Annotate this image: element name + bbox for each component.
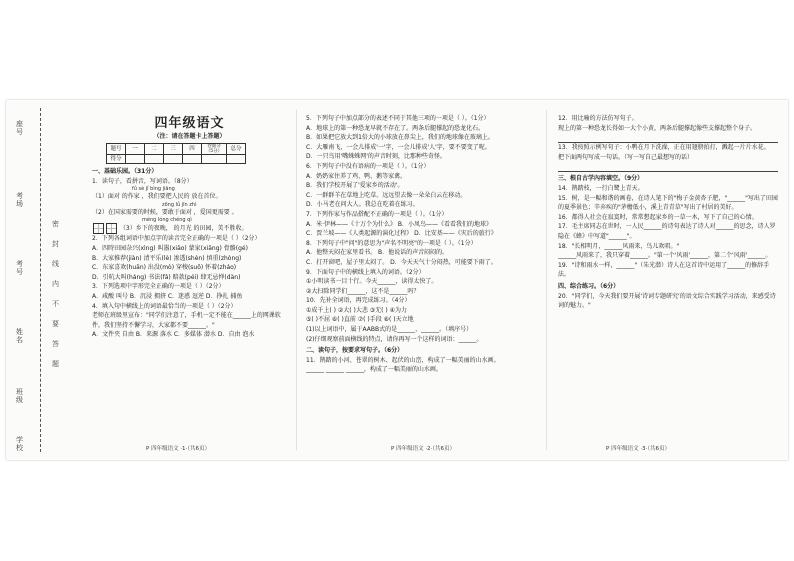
question: 11．鹊踏的小河、苍翠的树木、起伏的山峦，构成了一幅美丽的山水画。 <box>306 356 500 364</box>
answer-line[interactable] <box>558 133 778 143</box>
page-fold <box>546 110 547 450</box>
question: 2．下列各组词语中加点字的读音完全正确的一项是（ ）（2分） <box>92 235 261 243</box>
option: B．如果把它放大到1倍大的小球放在鼻尖上，我们的地球像在玻璃上。 <box>306 134 494 142</box>
question: 9．下面句子中的横线上填入的词语。（2分） <box>306 268 425 276</box>
seal-line <box>40 108 41 452</box>
question: 15．树，是一幅和谐的画卷，在诗人笔下的"梅子金黄杏子肥，"______"写出了田园的夏季景色；辛弃疾的"茅檐低小，溪上青青草"写出了村居的美好。 <box>558 194 778 212</box>
question: 10．先补全词语，再完成练习。（4分） <box>306 297 411 305</box>
question: 12．用比喻的方法仿写句子。 <box>558 115 638 122</box>
question-text: 现上的第一种恐龙长得如一大个小黄，两条后腿撑起像些支撑起整个身子。 <box>558 124 757 132</box>
question: 6．下列句子中没有语病的一项是（ ）。（1分） <box>306 162 430 170</box>
score-cell[interactable] <box>183 155 202 164</box>
section-heading: 四、综合练习。（6分） <box>558 282 620 290</box>
option: D．一只鸟用'嘴蛛蛛网'的声音时刻，比那种些奇怪。 <box>306 153 446 161</box>
exam-number-label: 考号 <box>16 260 23 276</box>
class-label: 班级 <box>16 388 23 404</box>
table-row <box>107 155 246 164</box>
question: 3．下列选项中字形完全正确的一项是（ ）（2分） <box>92 283 225 291</box>
question: 8．下列句子中"问"的意思为"声名不明亮"的一项是（ ）。（1分） <box>306 239 477 247</box>
seal-mark: 密 <box>52 220 59 228</box>
question-line: ②大扫除同学们______，这不是______吗？ <box>306 287 420 295</box>
page-footer: P 四年级语文 ·1·（共6页） <box>146 446 211 452</box>
option: A．四時田园杂兴(xìng) 叫嚣(xiāo) 蒙家(xiāng) 骨骼(gé) <box>92 244 248 252</box>
score-header: 一 <box>126 144 145 155</box>
question-line: ______风雨来了，我只穿着______。"第一个'风雨'______，第二个'风雨'______。 <box>558 252 772 260</box>
seal-mark: 封 <box>52 240 59 248</box>
question-line: (1)以上词语中，属于AABB式的是______、______。（填序号） <box>306 326 473 334</box>
seal-mark: 线 <box>52 260 59 268</box>
question-line <box>92 223 287 234</box>
name-label: 姓名 <box>16 328 23 344</box>
question-line: ①成千上( ) ②大( )大悲 ③无( ) ④为力 <box>306 306 408 314</box>
exam-note: （注：请在答题卡上答题） <box>153 133 226 140</box>
pinyin-line: méng lóng chéng qì <box>142 217 192 224</box>
question: 5．下列句子中加点部分的表述不同于其他三项的一项是（ ）。（1分） <box>306 115 490 122</box>
option: C．一群群羊在草地上吃草。远远望去像一朵朵白云在移动。 <box>306 191 467 199</box>
question-line: ①小明读书一目十行。今天______，读得太快了。 <box>306 278 438 286</box>
section-heading: 一、基础乐园。（31分） <box>92 168 158 175</box>
question: 1．读句子，看拼音，写词语。（8分） <box>92 177 193 185</box>
question: 14．鹊踏枝，一行白鹭上青天。 <box>558 184 644 192</box>
question-line: (2)仔细观察前面横线的特点，请你再写一个这样的词语：______。 <box>306 335 483 343</box>
score-header: 四 <box>183 144 202 155</box>
binding-margin <box>6 100 76 460</box>
seal-mark: 不 <box>52 300 59 308</box>
question-text: 把下面两句写成一句话。（写一写自己最想写的话） <box>558 153 694 161</box>
answer-box[interactable] <box>93 223 104 234</box>
seal-mark: 答 <box>52 340 59 348</box>
question: 17．毛主席同志在世时，一人民______的诗句表达了诗人对______的思念，诗人罗隐在《蜂》中写道"______"。 <box>558 223 776 240</box>
question: 19．"诗和雨水一样，______"（朱光潜）诗人在这首诗中运用了______的修辞手法。 <box>558 261 770 279</box>
question: 7．下列作家与作品搭配不正确的一项是（ ）。（1分） <box>306 210 448 218</box>
score-cell[interactable] <box>227 155 246 164</box>
exam-title: 四年级语文 <box>154 116 225 131</box>
score-header: 卷面分 （5分） <box>202 144 227 155</box>
question-line: ⑤( )不屈 ⑥( )直前 ⑦( )手段 ⑧( )天立地 <box>306 316 414 324</box>
exam-room-label: 考场 <box>16 192 23 208</box>
score-cell[interactable] <box>202 155 227 164</box>
question: 16．都得人社会在寂寞时，常常想起家乡的一草一木，写下了自己的心情。 <box>558 213 758 221</box>
table-row <box>107 144 246 155</box>
option: C．打开窗吧，屋子里太闷了。 D．今天天气十分闷热，可能要下雨了。 <box>306 258 497 266</box>
option: C．贾兰坡——《人类起源的演化过程》 D．比安基——《灾后的旅行》 <box>306 230 497 238</box>
score-header: 总分 <box>227 144 246 155</box>
answer-box[interactable] <box>106 223 117 234</box>
option: A．米·伊林——《十万个为什么》 B．小凤鸟——《看看我们的地球》 <box>306 220 493 228</box>
option: D．引吭大叫(háng) 书法(fǎ) 赔款(péi) 肆无忌惮(dàn) <box>92 273 241 281</box>
question-text: 老师在班级里宣布："同学们注意了，手机一定不能在______上的网课软件，我们坚持不懈学习，大家都不要______。" <box>92 312 281 329</box>
seal-mark: 内 <box>52 280 59 288</box>
score-cell[interactable] <box>126 155 145 164</box>
seal-mark: 题 <box>52 360 59 368</box>
question: 20．"同学们，今天我们要开展'诗词专题研究'的语文综合实践学习活动，来感受诗词的魅力。" <box>558 292 776 310</box>
question-text: （3）乡下的夜晚， 的月光 的田园，美不胜收。 <box>119 225 248 233</box>
pinyin-line: zōng lǘ jīn zhì <box>162 201 197 208</box>
score-table <box>106 143 246 164</box>
option: C．东家喜欢(huān) 出没(mò) 穿梭(suō) 怀着(zháo) <box>92 264 237 272</box>
answer-line[interactable]: ______ ______ ______，构成了一幅美丽的山水画。 <box>306 366 442 374</box>
question-text: （2）在国家需要的时候，要敢于面对 ，爱国更需要 。 <box>92 208 238 216</box>
option: C．大雁南飞，一会儿排成'一'字，一会儿排成'人'字，要不要变了呢。 <box>306 143 491 151</box>
option: A．文件夹 自由 B．来源 落水 C．多媒体 潜水 D．自由 泡水 <box>92 331 255 339</box>
page-fold <box>296 110 297 450</box>
score-header: 三 <box>164 144 183 155</box>
question: 4．填入句中横线上的词语最恰当的一项是（ ）（2分） <box>92 302 237 310</box>
option: A．地球上的第一种恐龙早就不存在了。两条后腿撑起的恐龙化石。 <box>306 124 485 132</box>
page-3 <box>558 114 778 311</box>
question: 18．"长相明月，______风雨来，鸟儿欢唱。" <box>558 242 680 250</box>
question-line <box>92 208 287 218</box>
question-line: （1）面对 的作家 ，我们要把人民的 放在首位。 <box>92 193 222 201</box>
score-header: 题号 <box>107 144 126 155</box>
school-label: 学校 <box>16 436 23 452</box>
exam-sheet <box>6 100 788 460</box>
option: A．咸酸 叫号 B．沉浸 拥挤 C．迷惑 逗逆 D．挣扎 捕鱼 <box>92 292 243 300</box>
page-1 <box>92 114 287 340</box>
page-footer: P 四年级语文 ·3·（共6页） <box>606 446 671 452</box>
option: B．我们学校开展了'爱家乡的活动'。 <box>306 182 404 190</box>
seat-number-label: 座号 <box>16 120 23 136</box>
score-cell: 得分 <box>107 155 126 164</box>
option: D．小马老在问大人。我总在吃着在练习。 <box>306 201 419 209</box>
pinyin-line: fǔ sè jǐ bìng jiāng <box>132 186 175 193</box>
option: B．大家推荐(jiàn) 清平乐(lè) 渗透(shèn) 慎重(zhòng) <box>92 254 242 262</box>
answer-line[interactable] <box>558 162 778 172</box>
option: A．他整天闷在家里看书。 B．他说话的声音闷闷的。 <box>306 249 449 257</box>
score-cell[interactable] <box>164 155 183 164</box>
section-heading: 三、根自古学內容填空。（9分） <box>558 175 644 183</box>
score-header: 二 <box>145 144 164 155</box>
score-cell[interactable] <box>145 155 164 164</box>
page-2 <box>306 114 526 375</box>
question: 13．我按照示例写句子：小鸭在月下洗澡，正在用翅膀拍打，溅起一片片水花。 <box>558 144 770 152</box>
option: A．奶奶家住养了鸡、鸭、鹅等家禽。 <box>306 172 407 180</box>
seal-mark: 要 <box>52 320 59 328</box>
section-heading: 二、读句子，按要求写句子。（6分） <box>306 347 404 355</box>
page-footer: P 四年级语文 ·2·（共6页） <box>391 446 456 452</box>
